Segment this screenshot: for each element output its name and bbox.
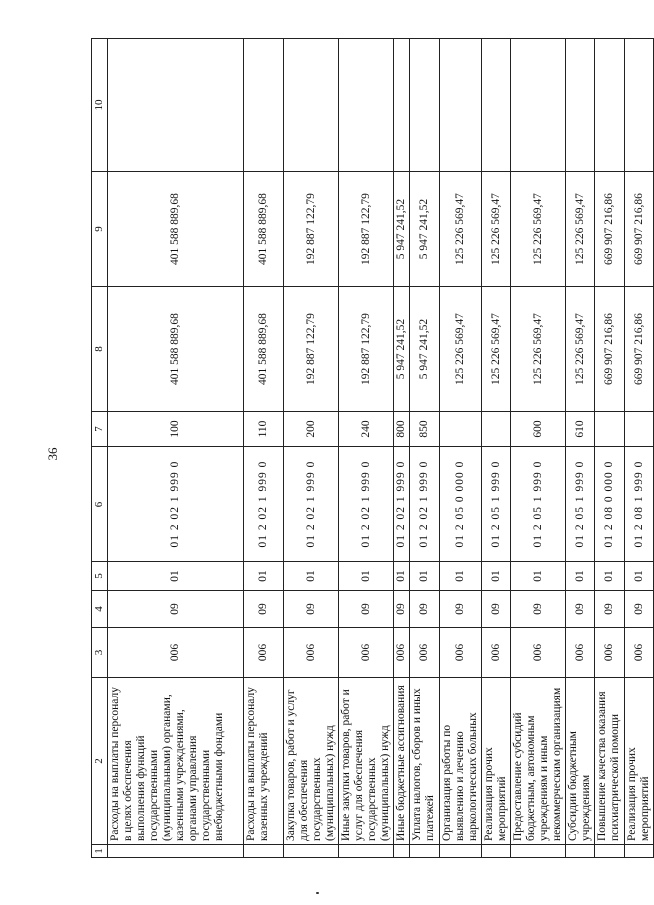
row-cell-8: 5 947 241,52 [410,287,440,412]
row-cell-7: 240 [339,412,394,447]
row-cell-9: 669 907 216,86 [595,172,625,287]
row-cell-1 [511,845,566,858]
row-cell-8: 5 947 241,52 [394,287,410,412]
row-name-cell: Расходы на выплаты персоналу в целях обеспечения выполнения функций государственными (муниципальными) органами, казенными учреждениями, органами управления государственными внебюджетными фондами [108,678,244,845]
row-cell-10 [410,39,440,172]
row-cell-9: 401 588 889,68 [108,172,244,287]
row-cell-7: 200 [284,412,339,447]
row-cell-9: 192 887 122,79 [339,172,394,287]
header-cell-2: 2 [92,678,108,845]
row-cell-10 [394,39,410,172]
header-cell-4: 4 [92,591,108,628]
row-cell-6: 01 2 05 1 999 0 [511,447,566,562]
header-cell-7: 7 [92,412,108,447]
row-cell-7 [482,412,511,447]
row-cell-8: 669 907 216,86 [625,287,654,412]
budget-table-rotated [91,38,651,858]
row-cell-7: 610 [566,412,595,447]
row-cell-5: 01 [595,562,625,591]
row-name-cell: Предоставление субсидий бюджетным, автономным учреждениям и иным некоммерческим организациям [511,678,566,845]
row-cell-3: 006 [625,628,654,678]
row-cell-5: 01 [108,562,244,591]
row-cell-4: 09 [410,591,440,628]
row-cell-1 [410,845,440,858]
row-cell-9: 125 226 569,47 [482,172,511,287]
row-cell-10 [440,39,482,172]
row-cell-3: 006 [244,628,284,678]
table-row [108,39,244,858]
scan-speck [316,892,319,894]
row-cell-4: 09 [394,591,410,628]
row-cell-7 [595,412,625,447]
row-cell-1 [440,845,482,858]
header-cell-5: 5 [92,562,108,591]
table-row [440,39,482,858]
page-number: 36 [45,447,60,461]
row-cell-5: 01 [511,562,566,591]
row-cell-6: 01 2 02 1 999 0 [339,447,394,562]
row-cell-3: 006 [566,628,595,678]
row-cell-8: 125 226 569,47 [440,287,482,412]
row-cell-7 [625,412,654,447]
row-cell-8: 192 887 122,79 [284,287,339,412]
row-cell-4: 09 [244,591,284,628]
table-row [410,39,440,858]
row-cell-9: 401 588 889,68 [244,172,284,287]
row-cell-3: 006 [339,628,394,678]
table-row [566,39,595,858]
table-row [339,39,394,858]
row-cell-6: 01 2 08 0 000 0 [595,447,625,562]
table-row [482,39,511,858]
row-cell-3: 006 [511,628,566,678]
table-body [92,39,654,858]
row-name-cell: Расходы на выплаты персоналу казенных учреждений [244,678,284,845]
row-cell-1 [566,845,595,858]
row-cell-10 [566,39,595,172]
row-cell-5: 01 [566,562,595,591]
row-cell-3: 006 [108,628,244,678]
row-cell-9: 125 226 569,47 [440,172,482,287]
header-cell-3: 3 [92,628,108,678]
row-cell-1 [284,845,339,858]
row-cell-5: 01 [394,562,410,591]
row-cell-8: 401 588 889,68 [108,287,244,412]
row-cell-8: 669 907 216,86 [595,287,625,412]
row-name-cell: Закупка товаров, работ и услуг для обеспечения государственных (муниципальных) нужд [284,678,339,845]
row-cell-1 [482,845,511,858]
row-cell-10 [482,39,511,172]
row-cell-9: 192 887 122,79 [284,172,339,287]
table-row [625,39,654,858]
header-cell-1: 1 [92,845,108,858]
row-cell-8: 401 588 889,68 [244,287,284,412]
row-cell-4: 09 [595,591,625,628]
row-cell-9: 5 947 241,52 [410,172,440,287]
row-cell-3: 006 [482,628,511,678]
row-cell-4: 09 [625,591,654,628]
row-name-cell: Организация работы по выявлению и лечению наркологических больных [440,678,482,845]
row-cell-4: 09 [339,591,394,628]
row-cell-4: 09 [284,591,339,628]
row-cell-6: 01 2 02 1 999 0 [244,447,284,562]
row-cell-3: 006 [595,628,625,678]
row-cell-5: 01 [244,562,284,591]
header-cell-10: 10 [92,39,108,172]
row-cell-7: 600 [511,412,566,447]
table-row [511,39,566,858]
row-cell-5: 01 [339,562,394,591]
row-name-cell: Реализация прочих мероприятий [482,678,511,845]
row-cell-6: 01 2 02 1 999 0 [108,447,244,562]
row-cell-6: 01 2 05 1 999 0 [566,447,595,562]
row-cell-6: 01 2 02 1 999 0 [284,447,339,562]
row-cell-10 [244,39,284,172]
row-cell-1 [394,845,410,858]
row-cell-9: 669 907 216,86 [625,172,654,287]
table-row [394,39,410,858]
row-cell-8: 125 226 569,47 [566,287,595,412]
row-cell-10 [108,39,244,172]
row-cell-5: 01 [284,562,339,591]
row-cell-5: 01 [410,562,440,591]
row-cell-5: 01 [625,562,654,591]
budget-table [91,38,654,858]
row-cell-1 [625,845,654,858]
row-name-cell: Реализация прочих мероприятий [625,678,654,845]
row-cell-4: 09 [566,591,595,628]
row-cell-9: 125 226 569,47 [566,172,595,287]
row-name-cell: Иные закупки товаров, работ и услуг для обеспечения государственных (муниципальных) нужд [339,678,394,845]
row-cell-10 [511,39,566,172]
row-name-cell: Уплата налогов, сборов и иных платежей [410,678,440,845]
row-cell-3: 006 [284,628,339,678]
header-cell-9: 9 [92,172,108,287]
row-cell-8: 125 226 569,47 [482,287,511,412]
table-row [244,39,284,858]
row-cell-9: 5 947 241,52 [394,172,410,287]
row-cell-6: 01 2 02 1 999 0 [394,447,410,562]
row-cell-7: 800 [394,412,410,447]
row-cell-8: 125 226 569,47 [511,287,566,412]
row-cell-3: 006 [394,628,410,678]
row-cell-10 [595,39,625,172]
row-name-cell: Повышение качества оказания психиатрической помощи [595,678,625,845]
row-cell-7: 110 [244,412,284,447]
row-cell-4: 09 [511,591,566,628]
row-name-cell: Иные бюджетные ассигнования [394,678,410,845]
row-cell-4: 09 [440,591,482,628]
row-cell-6: 01 2 02 1 999 0 [410,447,440,562]
row-cell-6: 01 2 05 0 000 0 [440,447,482,562]
row-cell-1 [108,845,244,858]
row-name-cell: Субсидии бюджетным учреждениям [566,678,595,845]
row-cell-7: 850 [410,412,440,447]
row-cell-10 [284,39,339,172]
row-cell-3: 006 [440,628,482,678]
column-number-row [92,39,108,858]
row-cell-7 [440,412,482,447]
row-cell-8: 192 887 122,79 [339,287,394,412]
row-cell-1 [595,845,625,858]
row-cell-4: 09 [108,591,244,628]
row-cell-6: 01 2 05 1 999 0 [482,447,511,562]
row-cell-4: 09 [482,591,511,628]
row-cell-9: 125 226 569,47 [511,172,566,287]
row-cell-6: 01 2 08 1 999 0 [625,447,654,562]
row-cell-5: 01 [440,562,482,591]
row-cell-10 [625,39,654,172]
table-row [595,39,625,858]
row-cell-10 [339,39,394,172]
row-cell-7: 100 [108,412,244,447]
row-cell-3: 006 [410,628,440,678]
row-cell-1 [244,845,284,858]
header-cell-6: 6 [92,447,108,562]
row-cell-1 [339,845,394,858]
table-row [284,39,339,858]
row-cell-5: 01 [482,562,511,591]
header-cell-8: 8 [92,287,108,412]
